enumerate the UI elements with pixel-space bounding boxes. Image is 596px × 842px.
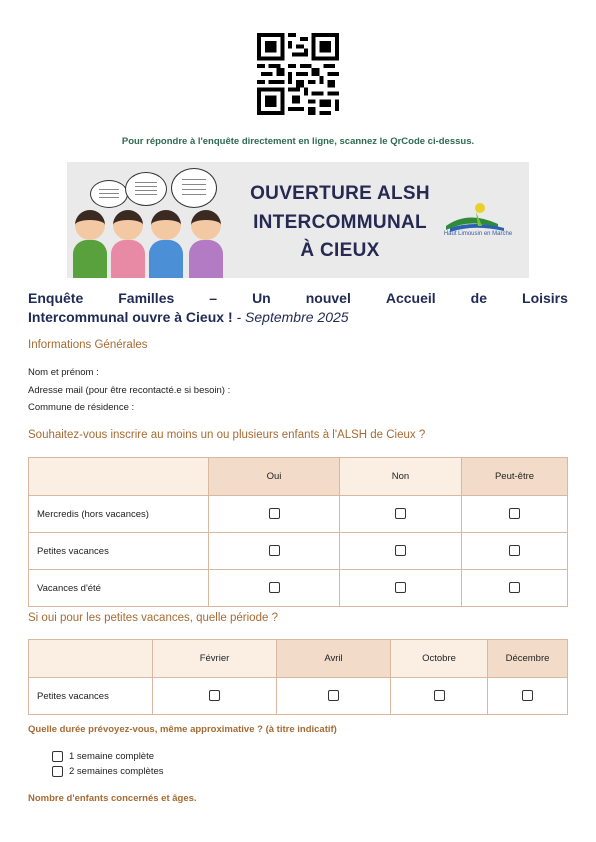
- logo-text: Haut Limousin en Marche: [443, 231, 513, 237]
- qr-caption: Pour répondre à l'enquête directement en ligne, scannez le QrCode ci-dessus.: [121, 136, 475, 147]
- checkbox[interactable]: [509, 508, 520, 519]
- page-subtitle: - Septembre 2025: [232, 309, 349, 325]
- option-two-weeks[interactable]: [52, 766, 164, 777]
- column-header: Peut-être: [462, 458, 568, 496]
- column-header: Octobre: [391, 640, 488, 678]
- table-row: [29, 533, 568, 570]
- row-label: Petites vacances: [29, 678, 153, 715]
- checkbox[interactable]: [509, 582, 520, 593]
- checkbox[interactable]: [395, 508, 406, 519]
- column-header: Avril: [277, 640, 391, 678]
- page-title: Enquête Familles – Un nouvel Accueil de Loisirs Intercommunal ouvre à Cieux ! - Septembre 2025: [28, 290, 568, 325]
- speech-bubble: [171, 168, 217, 208]
- q4-heading: Nombre d'enfants concernés et âges.: [28, 793, 197, 804]
- checkbox[interactable]: [269, 545, 280, 556]
- name-field-label: Nom et prénom :: [28, 367, 99, 378]
- child-illustration: [75, 210, 105, 240]
- column-header: Décembre: [488, 640, 568, 678]
- child-illustration: [113, 210, 143, 240]
- checkbox[interactable]: [52, 766, 63, 777]
- column-header: Oui: [209, 458, 340, 496]
- general-info-heading: Informations Générales: [28, 339, 148, 351]
- q2-table: [28, 639, 568, 715]
- checkbox[interactable]: [52, 751, 63, 762]
- row-label: Mercredis (hors vacances): [29, 496, 209, 533]
- checkbox[interactable]: [522, 690, 533, 701]
- option-one-week[interactable]: [52, 751, 154, 762]
- commune-field-label: Commune de résidence :: [28, 402, 135, 413]
- q3-heading: Quelle durée prévoyez-vous, même approximative ? (à titre indicatif): [28, 724, 337, 735]
- q2-heading: Si oui pour les petites vacances, quelle période ?: [28, 612, 278, 624]
- table-row: [29, 570, 568, 607]
- checkbox[interactable]: [434, 690, 445, 701]
- checkbox[interactable]: [269, 508, 280, 519]
- checkbox[interactable]: [395, 582, 406, 593]
- column-header: Février: [153, 640, 277, 678]
- option-label: 2 semaines complètes: [69, 766, 164, 777]
- q1-heading: Souhaitez-vous inscrire au moins un ou plusieurs enfants à l'ALSH de Cieux ?: [28, 429, 426, 441]
- child-illustration: [151, 210, 181, 240]
- row-label: Petites vacances: [29, 533, 209, 570]
- checkbox[interactable]: [395, 545, 406, 556]
- checkbox[interactable]: [269, 582, 280, 593]
- email-field-label: Adresse mail (pour être recontacté.e si besoin) :: [28, 385, 231, 396]
- option-label: 1 semaine complète: [69, 751, 155, 762]
- banner: [67, 162, 529, 278]
- row-label: Vacances d'été: [29, 570, 209, 607]
- qr-code: [257, 33, 339, 115]
- municipal-logo-icon: [440, 200, 512, 244]
- checkbox[interactable]: [509, 545, 520, 556]
- speech-bubble: [90, 180, 128, 208]
- checkbox[interactable]: [209, 690, 220, 701]
- child-illustration: [191, 210, 221, 240]
- column-header: Non: [340, 458, 462, 496]
- banner-title: OUVERTURE ALSH INTERCOMMUNAL À CIEUX: [250, 183, 430, 261]
- checkbox[interactable]: [328, 690, 339, 701]
- table-row: [29, 496, 568, 533]
- table-row: [29, 678, 568, 715]
- q1-table: [28, 457, 568, 607]
- speech-bubble: [125, 172, 167, 206]
